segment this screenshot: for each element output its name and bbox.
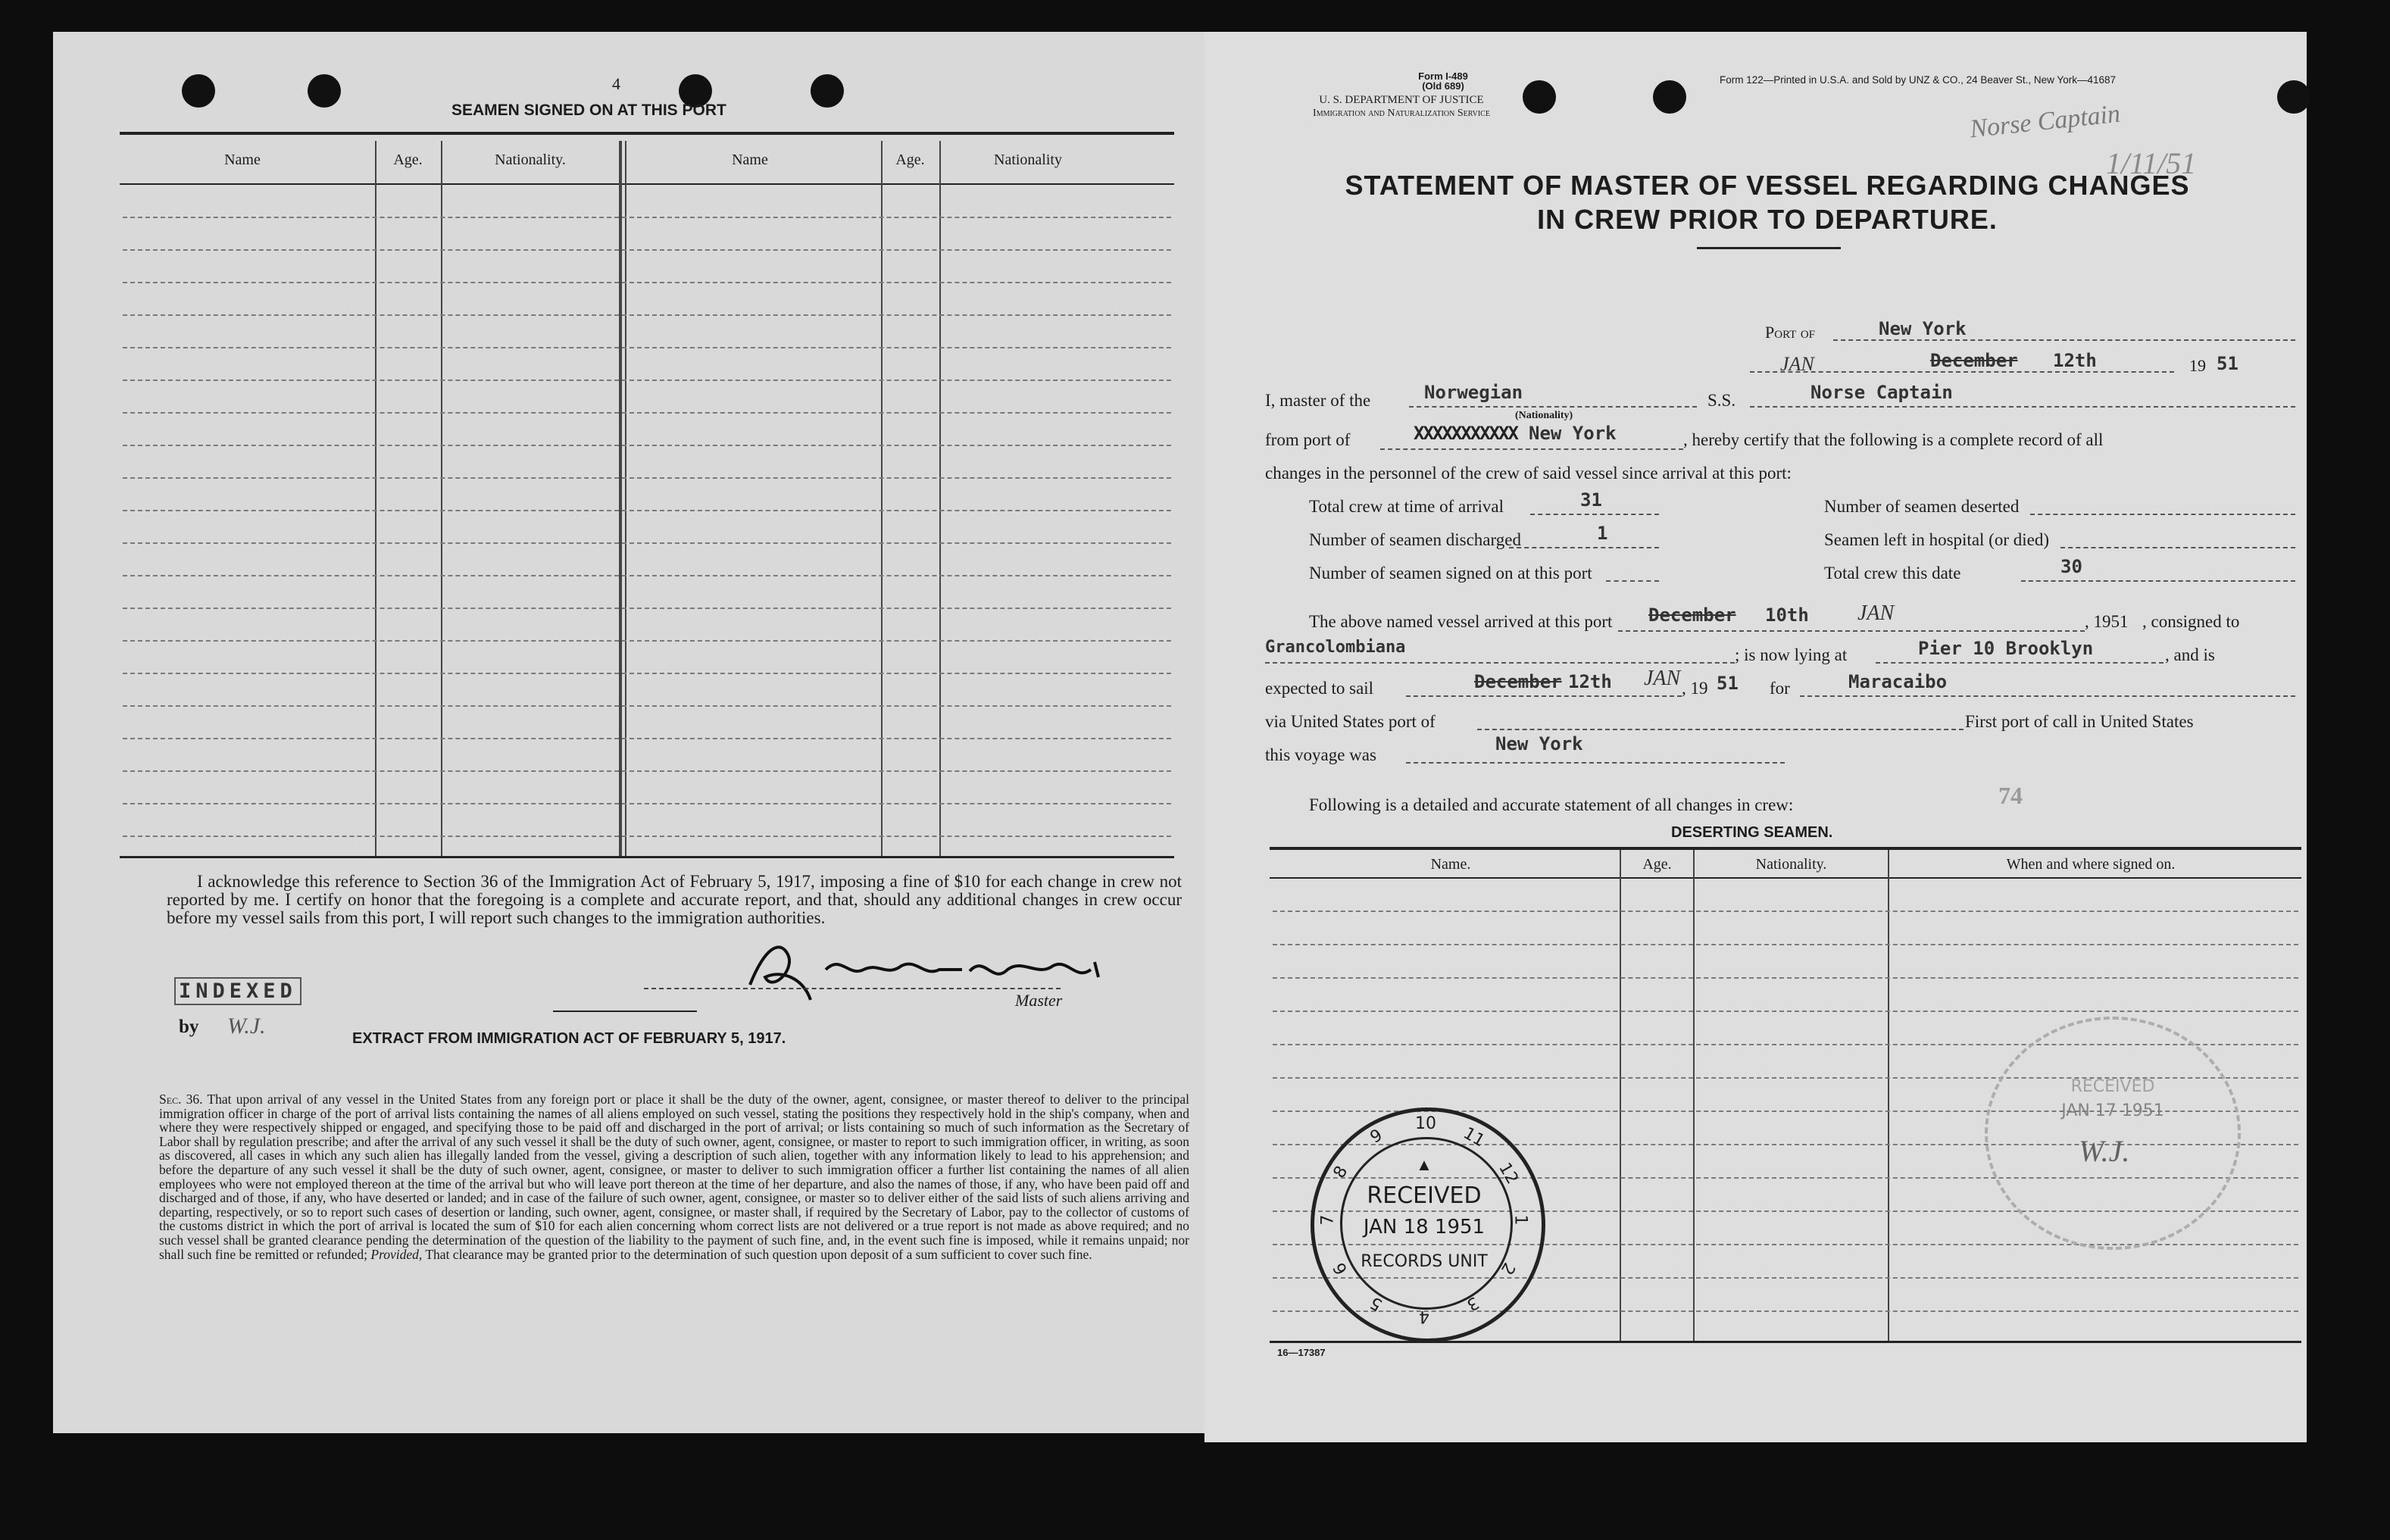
- changes-text: changes in the personnel of the crew of said vessel since arrival at this port:: [1265, 464, 1792, 483]
- table-top-rule: [120, 132, 1174, 135]
- table-row: [123, 217, 1171, 218]
- vessel-name: Norse Captain: [1810, 382, 1953, 403]
- destination: Maracaibo: [1848, 671, 1948, 692]
- table-row: [123, 314, 1171, 316]
- received-stamp: [1311, 1107, 1545, 1342]
- deserted-label: Number of seamen deserted: [1824, 497, 2020, 516]
- date-month-new: JAN: [1780, 353, 1814, 375]
- faded-stamp-initials: W.J.: [2079, 1134, 2130, 1168]
- total-crew-date-line: [2021, 580, 2295, 582]
- punch-hole: [308, 74, 341, 108]
- discharged-line: [1509, 547, 1659, 548]
- from-port-line: [1380, 448, 1683, 450]
- indexed-by: by: [179, 1017, 199, 1037]
- form-id-block: [1394, 71, 1492, 91]
- nationality-caption: (Nationality): [1515, 410, 1573, 421]
- column-divider: [1693, 850, 1695, 1341]
- lying-label: ; is now lying at: [1735, 645, 1848, 664]
- sail-year-prefix: , 19: [1682, 679, 1708, 698]
- agency: U. S. DEPARTMENT OF JUSTICE: [1319, 94, 1484, 106]
- form-id: Form I-489: [1418, 70, 1468, 82]
- punch-hole: [182, 74, 215, 108]
- from-port-value: New York: [1529, 423, 1617, 444]
- stamp-number: 9: [1367, 1126, 1386, 1148]
- table-row: [123, 770, 1171, 772]
- table-row: [123, 640, 1171, 642]
- certify-text: , hereby certify that the following is a complete record of all: [1683, 430, 2104, 449]
- voyage-label: this voyage was: [1265, 745, 1376, 764]
- table-row: [123, 477, 1171, 479]
- following-text: Following is a detailed and accurate statement of all changes in crew:: [1309, 795, 1794, 814]
- first-port-label: First port of call in United States: [1965, 712, 2194, 731]
- deserted-line: [2030, 514, 2295, 515]
- first-port-value: New York: [1495, 733, 1583, 754]
- service: Immigration and Naturalization Service: [1313, 108, 1490, 119]
- left-table-title: SEAMEN SIGNED ON AT THIS PORT: [451, 102, 726, 119]
- discharged-label: Number of seamen discharged: [1309, 530, 1521, 549]
- table-row: [123, 412, 1171, 414]
- faded-stamp-date: JAN 17 1951: [2061, 1101, 2164, 1120]
- master-label: Master: [1015, 991, 1063, 1010]
- header-age: Age.: [393, 152, 423, 168]
- stamp-number: 11: [1459, 1123, 1488, 1151]
- stamp-number: 3: [1463, 1292, 1482, 1314]
- title-line-1: STATEMENT OF MASTER OF VESSEL REGARDING CHANGES: [1345, 170, 2190, 201]
- section-36-end: That clearance may be granted prior to the determination of such question upon deposit of a sum sufficient to cover such fine.: [425, 1246, 1092, 1262]
- printer-line: Form 122—Printed in U.S.A. and Sold by UNZ & CO., 24 Beaver St., New York—41687: [1720, 74, 2116, 86]
- header-nationality: Nationality: [994, 152, 1062, 168]
- agency-block: [1257, 94, 1545, 120]
- table-row: [123, 249, 1171, 251]
- port-line: [1833, 339, 2295, 341]
- deserting-title: DESERTING SEAMEN.: [1671, 824, 1833, 841]
- punch-hole: [811, 74, 844, 108]
- title-underline: [1697, 247, 1841, 249]
- voyage-line: [1406, 762, 1785, 764]
- deserting-header-signed-on: When and where signed on.: [2006, 856, 2176, 873]
- indexed-stamp: INDEXED: [174, 977, 301, 1005]
- table-row: [1273, 1011, 2298, 1012]
- pier: Pier 10 Brooklyn: [1918, 638, 2094, 659]
- section-36-text: [159, 1092, 1189, 1261]
- sail-struck: December: [1474, 671, 1562, 692]
- total-crew-arrival-label: Total crew at time of arrival: [1309, 497, 1504, 516]
- column-divider: [939, 141, 941, 856]
- header-rule: [120, 183, 1174, 185]
- faded-received-stamp: [1985, 1017, 2241, 1250]
- stamp-unit: RECORDS UNIT: [1361, 1252, 1488, 1271]
- date-year: 51: [2217, 353, 2238, 374]
- stamp-received: RECEIVED: [1367, 1182, 1482, 1209]
- nationality-value: Norwegian: [1424, 382, 1523, 403]
- table-bottom-rule: [120, 856, 1174, 858]
- column-divider: [625, 141, 626, 856]
- via-label: via United States port of: [1265, 712, 1436, 731]
- extract-rule: [553, 1011, 697, 1012]
- deserting-header-rule: [1270, 877, 2301, 879]
- date-day: 12th: [2053, 350, 2097, 371]
- ss-label: S.S.: [1707, 391, 1736, 410]
- stamp-number: 12: [1495, 1159, 1522, 1188]
- date-year-prefix: 19: [2189, 356, 2206, 375]
- column-divider: [441, 141, 442, 856]
- column-divider: [1620, 850, 1621, 1341]
- stamp-number: 1: [1511, 1214, 1530, 1226]
- acknowledgement-text: I acknowledge this reference to Section 36 of the Immigration Act of February 5, 1917, imposing a fine of $10 for each change in crew not reported by me. I certify on honor that the foregoing is a complete and accurate report, and that, should any additional changes in crew occur before my vessel sails from this port, I will report such changes to the immigration authorities.: [167, 872, 1182, 927]
- deserting-header-nationality: Nationality.: [1755, 856, 1827, 873]
- stamp-date: JAN 18 1951: [1363, 1216, 1486, 1239]
- table-row: [123, 705, 1171, 707]
- table-row: [123, 445, 1171, 446]
- section-36-prefix: Sec. 36.: [159, 1092, 203, 1107]
- and-is: , and is: [2165, 645, 2215, 664]
- hospital-label: Seamen left in hospital (or died): [1824, 530, 2050, 549]
- sail-line: [1406, 695, 1682, 697]
- deserting-header-name: Name.: [1430, 856, 1471, 873]
- arrived-line: [1618, 630, 2085, 632]
- title-line-2: IN CREW PRIOR TO DEPARTURE.: [1537, 204, 1998, 235]
- column-divider: [1888, 850, 1889, 1341]
- punch-hole: [1653, 80, 1686, 114]
- table-row: [1273, 911, 2298, 912]
- header-age: Age.: [895, 152, 925, 168]
- table-row: [123, 380, 1171, 381]
- column-divider: [619, 141, 622, 856]
- sail-month: JAN: [1644, 667, 1681, 690]
- table-row: [123, 803, 1171, 804]
- stamp-number: 10: [1415, 1114, 1436, 1133]
- master-of-label: I, master of the: [1265, 391, 1371, 410]
- section-36-body: That upon arrival of any vessel in the United States from any foreign port or place it shall be the duty of the owner, agent, consignee, or master thereof to deliver to the principal immigration officer in charge of the port of arrival lists containing the names of all aliens employed on such vessel, stating the positions they respectively hold in the ship's company, when and where they were respectively shipped or engaged, and specifying those to be paid off and discharged in the port of arrival; or lists containing so much of such information as the Secretary of Labor shall by regulation prescribe; and after the arrival of any such vessel it shall be the duty of such owner, agent, consignee, or master to report to such immigration officer, in writing, as soon as discovered, all cases in which any such alien has illegally landed from the vessel, giving a description of such alien, together with any information likely to lead to his apprehension; and before the departure of any such vessel it shall be the duty of such owner, agent, consignee, or master to deliver to such immigration officer a further list containing the names of all alien employees who were not employed thereon at the time of the arrival but who will leave port thereon at the time of her departure, and also the names of those, if any, who have been paid off and discharged and of those, if any, who have deserted or landed; and in case of the failure of such owner, agent, consignee, or master so to deliver either of the said lists of such aliens arriving and departing, respectively, or so to report such cases of desertion or landing, such owner, agent, consignee, or master shall, if required by the Secretary of Labor, pay to the collector of customs of the customs district in which the port of arrival is located the sum of $10 for each alien concerning whom correct lists are not delivered or a true report is not made as above required; and no such vessel shall be granted clearance pending the determination of the question of the liability to the payment of such fine, and, in the event such fine is imposed, while it remains unpaid; nor shall such fine be remitted or refunded;: [159, 1092, 1189, 1262]
- total-crew-arrival-value: 31: [1580, 489, 1602, 511]
- expected-label: expected to sail: [1265, 679, 1374, 698]
- faded-stamp-received: RECEIVED: [2070, 1077, 2155, 1096]
- date-month-old: December: [1930, 350, 2018, 371]
- arrived-day: 10th: [1765, 604, 1809, 626]
- table-row: [123, 673, 1171, 674]
- changes-count: 74: [1998, 782, 2023, 809]
- vessel-line: [1750, 406, 2295, 408]
- for-label: for: [1770, 679, 1790, 698]
- port-label: Port of: [1765, 323, 1816, 342]
- stamp-number: 4: [1419, 1307, 1429, 1326]
- arrived-year: , 1951: [2085, 612, 2129, 631]
- table-row: [123, 575, 1171, 576]
- from-port-label: from port of: [1265, 430, 1351, 449]
- stamp-number: 5: [1367, 1292, 1386, 1314]
- pier-line: [1876, 662, 2163, 664]
- from-port-struck: XXXXXXXXXXX: [1414, 423, 1517, 444]
- consignee: Grancolombiana: [1265, 638, 1406, 657]
- section-36-provided: Provided,: [370, 1246, 423, 1262]
- table-row: [123, 542, 1171, 544]
- total-crew-date-value: 30: [2060, 556, 2082, 577]
- signed-on-line: [1606, 580, 1659, 582]
- column-divider: [375, 141, 376, 856]
- hospital-line: [2060, 547, 2295, 548]
- stamp-number: 8: [1329, 1162, 1352, 1182]
- stamp-number: 7: [1318, 1214, 1338, 1226]
- consignee-line: [1265, 662, 1735, 664]
- form-footer: 16—17387: [1277, 1347, 1326, 1358]
- column-divider: [881, 141, 883, 856]
- deserting-header-age: Age.: [1642, 856, 1672, 873]
- arrived-struck: December: [1648, 604, 1736, 626]
- table-row: [123, 608, 1171, 609]
- extract-title: EXTRACT FROM IMMIGRATION ACT OF FEBRUARY 5, 1917.: [352, 1030, 786, 1047]
- annotation-vessel-name: Norse Captain: [1968, 99, 2122, 144]
- punch-hole: [2277, 80, 2310, 114]
- stamp-arrow-icon: ▲: [1416, 1155, 1432, 1174]
- form-old: (Old 689): [1422, 80, 1464, 92]
- annotation-date: 1/11/51: [2106, 146, 2197, 180]
- right-page: [1204, 32, 2307, 1442]
- header-name: Name: [732, 152, 768, 168]
- sail-day: 12th: [1568, 671, 1612, 692]
- header-nationality: Nationality.: [495, 152, 566, 168]
- deserting-top-rule: [1270, 847, 2301, 850]
- table-row: [1273, 944, 2298, 945]
- via-line: [1477, 729, 1964, 730]
- table-row: [123, 347, 1171, 348]
- discharged-value: 1: [1597, 523, 1608, 544]
- table-row: [123, 510, 1171, 511]
- table-row: [123, 738, 1171, 739]
- signed-on-label: Number of seamen signed on at this port: [1309, 564, 1592, 583]
- table-row: [123, 282, 1171, 283]
- nationality-line: [1409, 406, 1697, 408]
- total-crew-arrival-line: [1530, 514, 1659, 515]
- stamp-number: 2: [1496, 1258, 1519, 1278]
- header-name: Name: [224, 152, 261, 168]
- arrived-month: JAN: [1857, 601, 1895, 625]
- sail-year: 51: [1717, 673, 1739, 694]
- date-line: [1750, 371, 2174, 373]
- page-number: 4: [612, 74, 620, 93]
- arrived-label: The above named vessel arrived at this port: [1309, 612, 1613, 631]
- document-title: [1264, 168, 2271, 236]
- total-crew-date-label: Total crew this date: [1824, 564, 1961, 583]
- stamp-number: 6: [1329, 1258, 1352, 1278]
- table-row: [123, 836, 1171, 837]
- consigned-label: , consigned to: [2142, 612, 2240, 631]
- table-row: [1273, 977, 2298, 979]
- destination-line: [1800, 695, 2295, 697]
- port-value: New York: [1879, 318, 1967, 339]
- left-page: [53, 32, 1204, 1433]
- indexed-initials: W.J.: [227, 1014, 266, 1039]
- signature-line: [644, 988, 1061, 989]
